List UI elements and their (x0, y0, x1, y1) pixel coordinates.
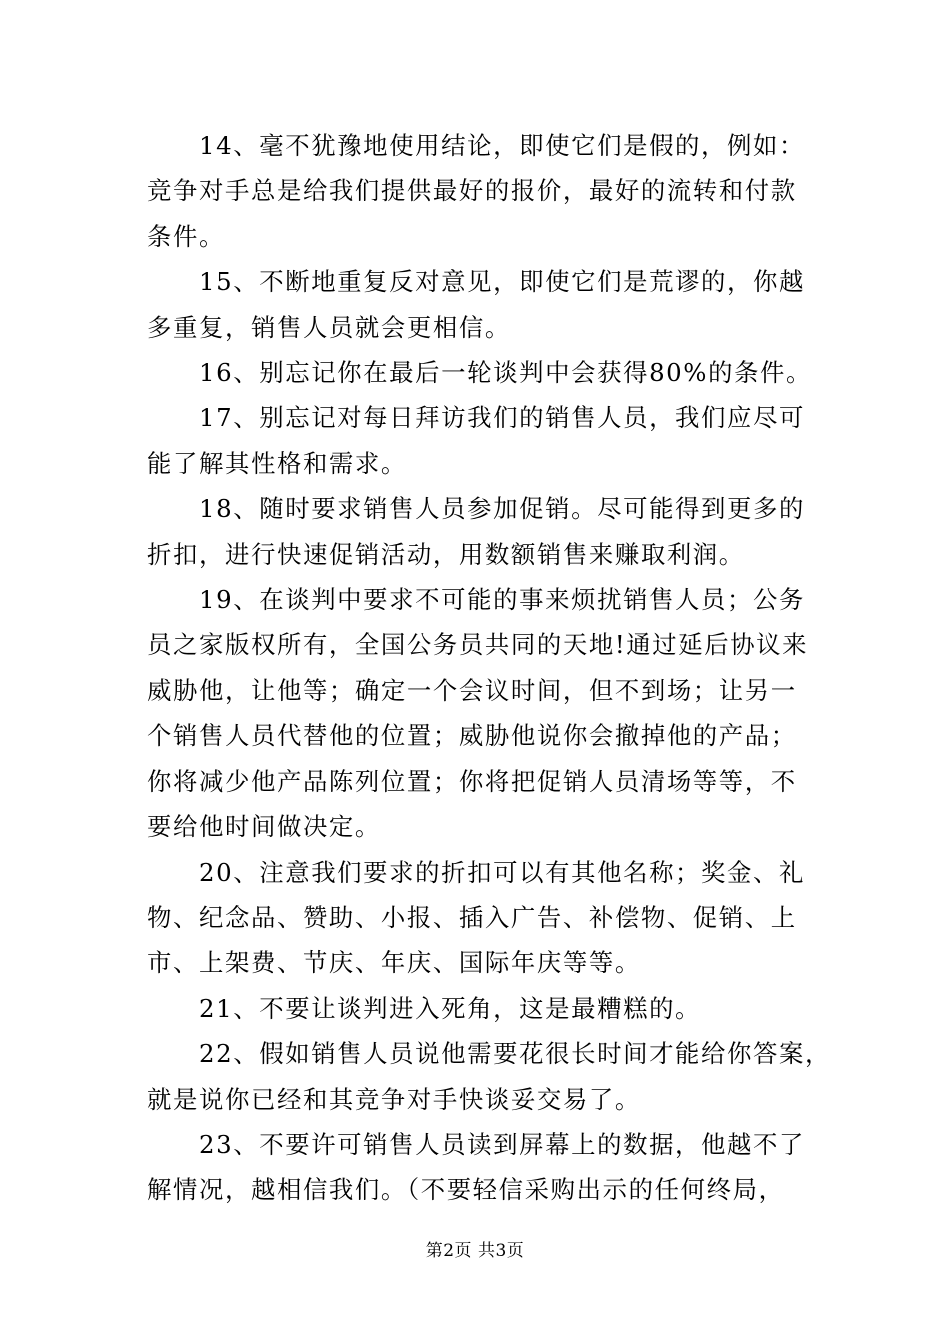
paragraph (147, 395, 807, 486)
paragraph (147, 1031, 832, 1122)
text-line: 折扣，进行快速促销活动，用数额销售来赚取利润。 (147, 539, 745, 569)
text-line: 竞争对手总是给我们提供最好的报价，最好的流转和付款 (147, 176, 797, 206)
text-line: 15、不断地重复反对意见，即使它们是荒谬的，你越 (147, 267, 806, 297)
text-line: 你将减少他产品陈列位置；你将把促销人员清场等等，不 (147, 766, 797, 796)
text-line: 16、别忘记你在最后一轮谈判中会获得80%的条件。 (147, 358, 813, 388)
text-line: 20、注意我们要求的折扣可以有其他名称；奖金、礼 (147, 857, 806, 887)
paragraph (147, 259, 807, 350)
text-line: 22、假如销售人员说他需要花很长时间才能给你答案， (147, 1039, 832, 1069)
text-line: 物、纪念品、赞助、小报、插入广告、补偿物、促销、上 (147, 902, 797, 932)
document-body (147, 123, 832, 1213)
text-line: 21、不要让谈判进入死角，这是最糟糕的。 (147, 993, 702, 1023)
text-line: 威胁他，让他等；确定一个会议时间，但不到场；让另一 (147, 675, 797, 705)
paragraph (147, 123, 807, 259)
text-line: 个销售人员代替他的位置；威胁他说你会撤掉他的产品； (147, 721, 797, 751)
text-line: 19、在谈判中要求不可能的事来烦扰销售人员；公务 (147, 585, 806, 615)
paragraph (147, 350, 813, 395)
text-line: 要给他时间做决定。 (147, 812, 381, 842)
text-line: 17、别忘记对每日拜访我们的销售人员，我们应尽可 (147, 403, 806, 433)
text-line: 条件。 (147, 221, 225, 251)
text-line: 市、上架费、节庆、年庆、国际年庆等等。 (147, 948, 641, 978)
paragraph (147, 577, 807, 849)
paragraph (147, 486, 807, 577)
text-line: 就是说你已经和其竞争对手快谈妥交易了。 (147, 1084, 641, 1114)
page-footer: 第2页 共3页 (425, 1241, 525, 1261)
text-line: 多重复，销售人员就会更相信。 (147, 312, 511, 342)
paragraph (147, 1122, 807, 1213)
text-line: 解情况，越相信我们。（不要轻信采购出示的任何终局， (147, 1175, 785, 1205)
text-line: 能了解其性格和需求。 (147, 448, 407, 478)
text-line: 员之家版权所有，全国公务员共同的天地!通过延后协议来 (147, 630, 809, 660)
paragraph (147, 986, 807, 1031)
text-line: 23、不要许可销售人员读到屏幕上的数据，他越不了 (147, 1129, 806, 1159)
text-line: 14、毫不犹豫地使用结论，即使它们是假的，例如： (147, 131, 806, 160)
paragraph (147, 850, 807, 986)
text-line: 18、随时要求销售人员参加促销。尽可能得到更多的 (147, 494, 806, 524)
